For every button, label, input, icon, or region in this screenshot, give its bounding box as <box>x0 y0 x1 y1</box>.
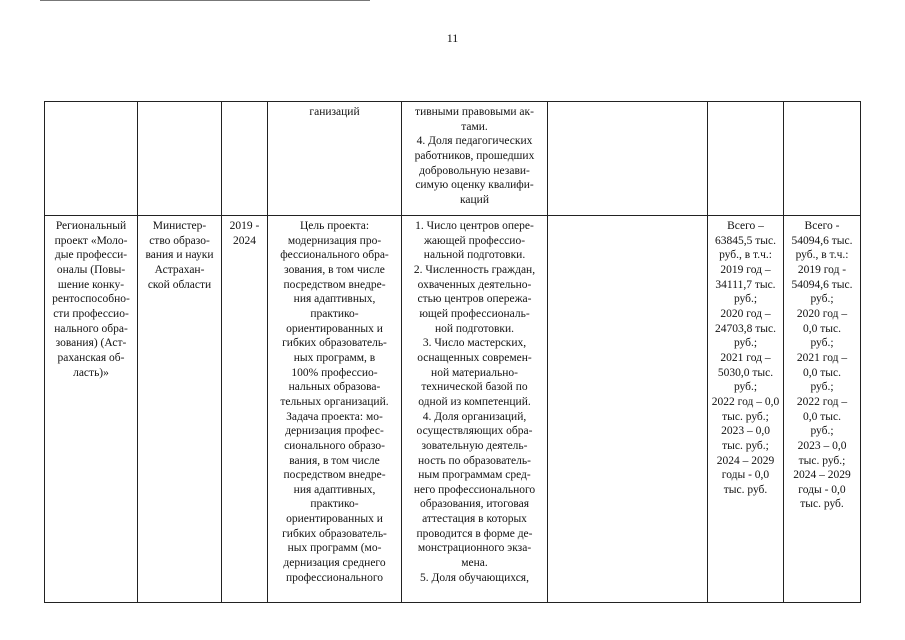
cell-empty <box>548 102 708 216</box>
cell-indicators: тивными правовыми ак- тами. 4. Доля педагогических работников, прошедших добровольную незави- симую оценку квалифи- каций <box>402 102 548 216</box>
cell-empty <box>548 216 708 603</box>
table-row <box>45 102 861 216</box>
program-table <box>44 101 861 603</box>
cell-funding-b: Всего - 54094,6 тыс. руб., в т.ч.: 2019 год - 54094,6 тыс. руб.; 2020 год – 0,0 тыс. руб.; 2021 год – 0,0 тыс. руб.; 2022 год – 0,0 тыс. руб.; 2023 – 0,0 тыс. руб.; 2024 – 2029 годы - 0,0 тыс. руб. <box>784 216 861 603</box>
cell-project-name <box>45 102 138 216</box>
cell-goals: Цель проекта: модернизация про- фессионального обра- зования, в том числе посредством внедре- ния адаптивных, практико- ориентированных и гибких образователь- ных программ, в 100% профессио- нальных образова- тельных организаций. Задача проекта: мо- дернизация профес- сионального образо- вания, в том числе посредством внедре- ния адаптивных, практико- ориентированных и гибких образователь- ных программ (мо- дернизация среднего профессионального <box>268 216 402 603</box>
table-row <box>45 216 861 603</box>
cell-executor <box>138 102 222 216</box>
cell-funding-b <box>784 102 861 216</box>
cell-executor: Министер- ство образо- вания и науки Астрахан- ской области <box>138 216 222 603</box>
cell-period: 2019 - 2024 <box>222 216 268 603</box>
cell-indicators: 1. Число центров опере- жающей профессио- нальной подготовки. 2. Численность граждан, охваченных деятельно- стью центров опережа- ющей профессиональ- ной подготовки. 3. Число мастерских, оснащенных современ- ной материально- технической базой по одной из компетенций. 4. Доля организаций, осуществляющих обра- зовательную деятель- ность по образователь- ным программам сред- него профессионального образования, итоговая аттестация в которых проводится в форме де- монстрационного экза- мена. 5. Доля обучающихся, <box>402 216 548 603</box>
cell-funding-a <box>708 102 784 216</box>
cell-funding-a: Всего – 63845,5 тыс. руб., в т.ч.: 2019 год – 34111,7 тыс. руб.; 2020 год – 24703,8 тыс. руб.; 2021 год – 5030,0 тыс. руб.; 2022 год – 0,0 тыс. руб.; 2023 – 0,0 тыс. руб.; 2024 – 2029 годы - 0,0 тыс. руб. <box>708 216 784 603</box>
cell-period <box>222 102 268 216</box>
cell-goals: ганизаций <box>268 102 402 216</box>
header-rule <box>40 0 370 1</box>
cell-project-name: Региональный проект «Моло- дые професси- оналы (Повы- шение конку- рентоспособно- сти профессио- нального обра- зования) (Аст- раханская об- ласть)» <box>45 216 138 603</box>
page-number: 11 <box>446 31 459 45</box>
